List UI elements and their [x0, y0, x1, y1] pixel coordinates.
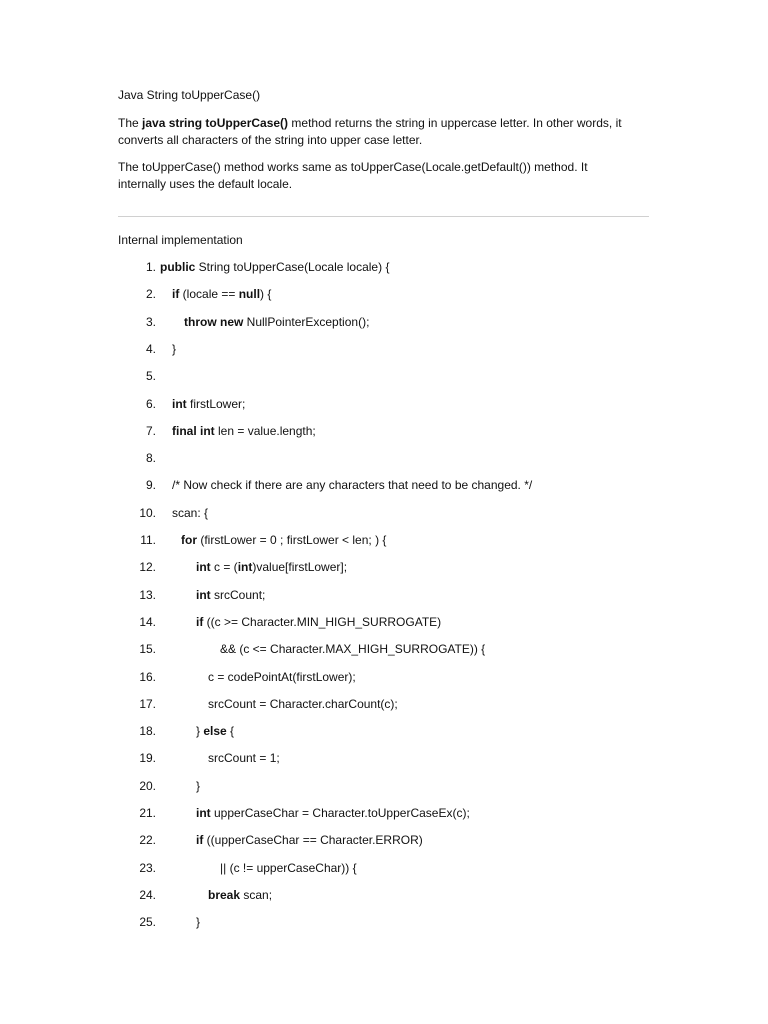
line-number: 21.	[139, 806, 156, 820]
code-text: srcCount;	[210, 587, 266, 602]
horizontal-divider	[118, 216, 649, 217]
code-keyword: for	[181, 533, 197, 547]
code-keyword: if	[196, 833, 204, 848]
code-text: {	[226, 724, 235, 739]
line-number: 19.	[139, 751, 156, 766]
line-number: 15.	[139, 642, 156, 657]
line-code	[208, 669, 356, 686]
code-text: && (c <= Character.MAX_HIGH_SURROGATE)) {	[220, 642, 486, 657]
code-text: (firstLower = 0 ; firstLower < len; ) {	[197, 533, 387, 547]
code-text: )value[firstLower];	[252, 560, 348, 575]
line-code	[172, 396, 245, 413]
line-code	[220, 641, 485, 658]
line-code	[196, 778, 200, 795]
line-number: 17.	[139, 696, 156, 711]
code-text: (locale ==	[179, 287, 239, 302]
code-keyword: public	[160, 260, 196, 274]
line-number: 11.	[140, 533, 156, 547]
line-code	[196, 614, 441, 631]
intro-bold-method: java string toUpperCase()	[142, 116, 289, 130]
code-text: c = (	[210, 560, 238, 575]
line-number: 18.	[139, 724, 156, 739]
line-number: 13.	[139, 587, 156, 602]
code-keyword: int	[196, 806, 211, 820]
code-text: /* Now check if there are any characters that need to be changed. */	[172, 478, 533, 493]
code-keyword: if	[196, 614, 204, 629]
code-text: ((upperCaseChar == Character.ERROR)	[203, 833, 423, 848]
line-number: 14.	[139, 614, 156, 629]
code-text: }	[196, 724, 204, 739]
line-code	[172, 477, 532, 494]
line-code	[196, 832, 423, 849]
line-number: 5.	[145, 369, 156, 384]
code-keyword: else	[203, 724, 227, 739]
code-keyword: int	[237, 560, 253, 575]
line-number: 12.	[139, 560, 156, 575]
document-title: Java String toUpperCase()	[118, 88, 261, 102]
locale-paragraph: The toUpperCase() method works same as toUpperCase(Locale.getDefault()) method. It internally uses the default locale.	[118, 160, 588, 191]
line-code	[184, 314, 369, 331]
line-code	[181, 532, 386, 549]
line-number: 1.	[145, 260, 156, 274]
line-number: 20.	[139, 778, 156, 793]
line-code	[196, 723, 234, 740]
line-code	[160, 259, 389, 276]
line-number: 24.	[139, 887, 156, 902]
line-number: 6.	[145, 396, 156, 411]
line-number: 8.	[145, 451, 156, 466]
code-text: c = codePointAt(firstLower);	[208, 669, 356, 684]
line-number: 23.	[139, 860, 156, 875]
line-code	[172, 341, 176, 358]
code-text: len = value.length;	[214, 423, 316, 438]
code-text: String toUpperCase(Locale locale) {	[195, 260, 390, 274]
code-text: upperCaseChar = Character.toUpperCaseEx(c);	[210, 806, 470, 820]
code-keyword: int	[196, 587, 211, 602]
line-number: 7.	[145, 423, 156, 438]
line-code	[208, 750, 280, 767]
code-keyword: int	[196, 560, 211, 575]
line-code	[196, 559, 347, 576]
code-text: }	[196, 915, 201, 930]
code-text: srcCount = Character.charCount(c);	[208, 696, 398, 711]
intro-pre: The	[118, 116, 143, 130]
line-number: 16.	[139, 669, 156, 684]
code-text: scan;	[240, 887, 273, 902]
line-number: 3.	[145, 314, 156, 329]
line-code	[172, 286, 271, 303]
code-text: ) {	[260, 287, 272, 302]
code-text: }	[172, 341, 177, 356]
line-code	[172, 423, 316, 440]
line-code	[220, 860, 357, 877]
section-heading: Internal implementation	[118, 233, 243, 247]
line-number: 4.	[145, 341, 156, 356]
line-number: 22.	[139, 833, 156, 848]
line-code	[172, 505, 208, 522]
line-code	[208, 696, 398, 713]
line-code	[196, 587, 265, 604]
intro-post: method returns the string in uppercase letter. In other words, it converts all characters of the string into upper case letter.	[118, 116, 622, 147]
line-code	[196, 805, 470, 822]
code-keyword: break	[208, 887, 241, 902]
code-text: NullPointerException();	[243, 314, 370, 329]
code-text: srcCount = 1;	[208, 751, 280, 766]
code-keyword: final int	[172, 423, 215, 438]
code-keyword: int	[172, 396, 187, 411]
code-keyword: null	[238, 287, 261, 302]
code-text: firstLower;	[186, 396, 246, 411]
code-keyword: throw new	[184, 314, 244, 329]
code-text: || (c != upperCaseChar)) {	[220, 860, 357, 875]
line-code	[196, 914, 200, 931]
line-number: 2.	[145, 287, 156, 302]
code-text: }	[196, 778, 201, 793]
code-keyword: if	[172, 287, 180, 302]
line-code	[208, 887, 272, 904]
line-number: 9.	[145, 478, 156, 493]
intro-paragraph	[118, 115, 633, 149]
line-number: 25.	[139, 915, 156, 930]
code-text: ((c >= Character.MIN_HIGH_SURROGATE)	[203, 614, 442, 629]
line-number: 10.	[139, 505, 156, 520]
code-text: scan: {	[172, 505, 209, 520]
